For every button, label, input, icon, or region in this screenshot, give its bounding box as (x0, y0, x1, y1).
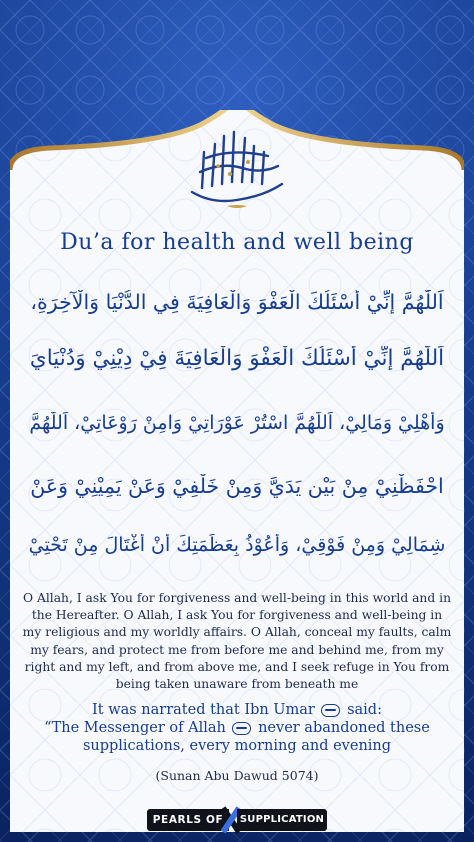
arabic-line-2: اَللّٰهُمَّ إِنِّيْ أَسْئَلُكَ الْعَفْوَ وَالْعَافِيَةَ فِيْ دِيْنِيْ وَدُنْيَايَ (29, 346, 445, 371)
arabic-line-1: اَللّٰهُمَّ إِنِّيْ أَسْئَلُكَ الْعَفْوَ وَالْعَافِيَةَ فِي الدُّنْيَا وَالْآخِرَةِ، (30, 290, 444, 314)
page-title: Du’a for health and well being (60, 230, 414, 255)
narration-line1-before: It was narrated that Ibn Umar (92, 702, 315, 718)
arabic-line-3: وَأَهْلِيْ وَمَالِيْ، اَللّٰهُمَّ اسْتُرْ عَوْرَاتِيْ وَامِنْ رَوْعَاتِيْ، اَللّٰهُمَّ (29, 412, 445, 434)
hadith-source: (Sunan Abu Dawud 5074) (155, 768, 319, 783)
arabic-line-5: شِمَالِيْ وَمِنْ فَوْقِيْ، وَأَعُوْذُ بِعَظَمَتِكَ أَنْ أُغْتَالَ مِنْ تَحْتِيْ (28, 534, 446, 556)
brand-left-text: PEARLS OF (147, 809, 229, 831)
english-translation: O Allah, I ask You for forgiveness and well-being in this world and in the Hereafter. O Allah, I ask You for forgiveness and well-being in my religious and my worldly affairs. O Allah, conceal my faults, calm my fears, and protect me from before me and behind me, from my right and my left, and from above me, and I seek refuge in You from being taken unaware from beneath me (22, 591, 452, 692)
narration-line2-before: “The Messenger of Allah (44, 720, 226, 736)
radiallahu-anhu-icon (321, 704, 340, 717)
brand-right-text: SUPPLICATION (237, 809, 327, 831)
narration-line1-after: said: (347, 702, 382, 718)
brand-logo (147, 809, 327, 831)
bismillah-calligraphy-icon (182, 122, 292, 210)
narration-line2-after: never abandoned these supplications, every morning and evening (82, 720, 430, 754)
salawat-icon (232, 722, 251, 735)
narration-text (20, 701, 454, 755)
arabic-line-4: احْفَظْنِيْ مِنْ بَيْنِ يَدَيَّ وَمِنْ خَلْفِيْ وَعَنْ يَمِيْنِيْ وَعَنْ (30, 474, 444, 498)
